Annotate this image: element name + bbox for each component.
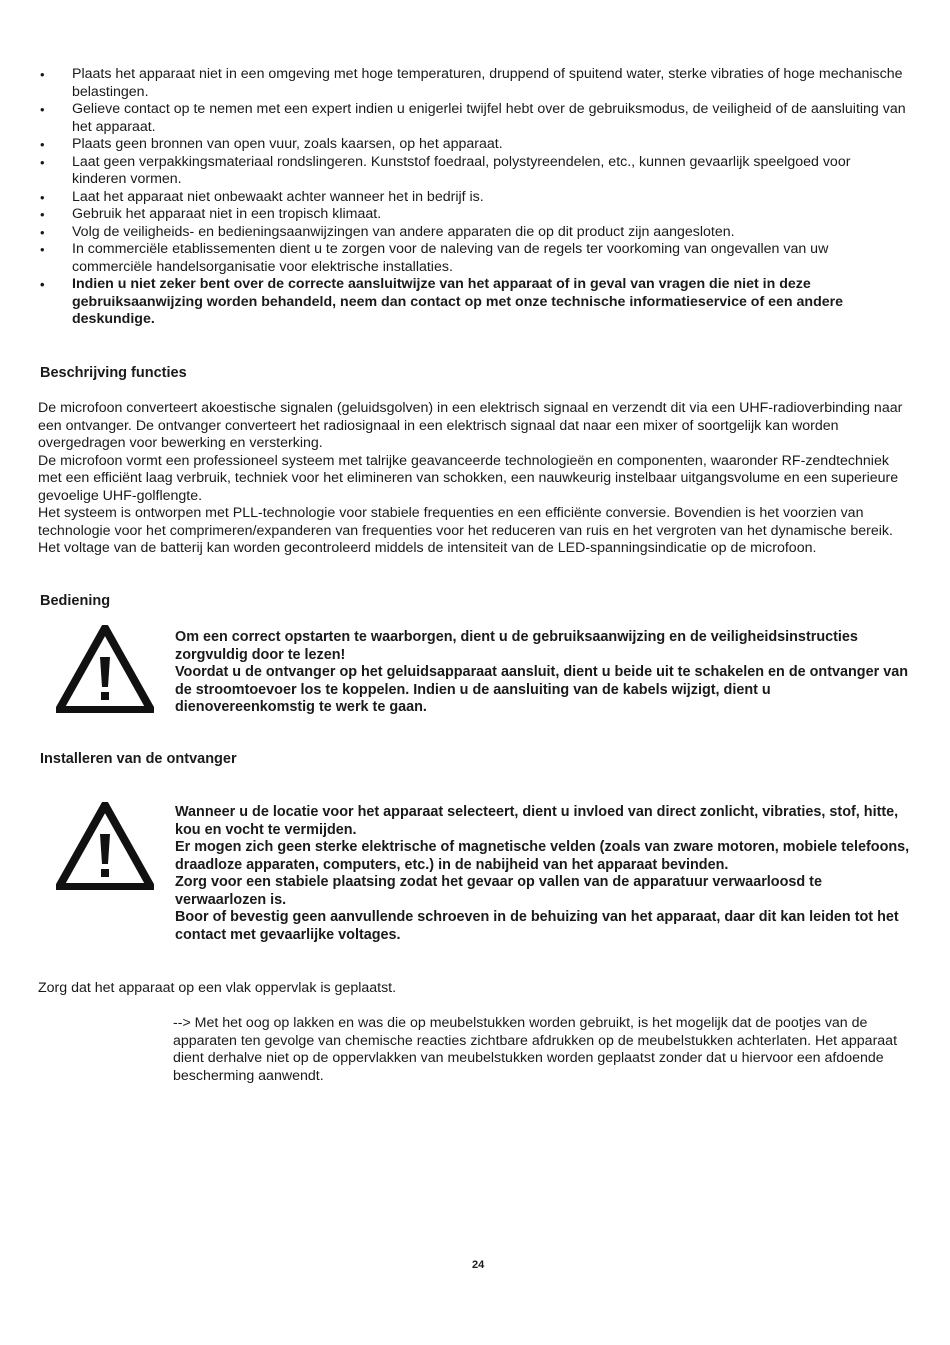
bullet-dot-icon: • [40,137,45,152]
furniture-note: --> Met het oog op lakken en was die op meubelstukken worden gebruikt, is het mogelijk dat de pootjes van de apparaten ten gevolge van chemische reacties zichtbare afdrukken op de meubelstukken achterlaten. Het apparaat dient derhalve niet op de oppervlakken van meubelstukken worden geplaatst zonder dat u hiervoor een afdoende bescherming aanwendt. [173,1015,898,1084]
warning-line: Voordat u de ontvanger op het geluidsapparaat aansluit, dient u beide uit te schakelen en de ontvanger van de stroomtoevoer los te koppelen. Indien u de aansluiting van de kabels wijzigt, dient u dienovereenkomstig te werk te gaan. [175,664,908,715]
operation-warning-text [175,629,910,717]
bullet-item [38,224,906,242]
section-heading-install: Installeren van de ontvanger [40,751,237,767]
warning-triangle-icon [56,802,154,890]
bullet-text: Laat geen verpakkingsmateriaal rondslingeren. Kunststof foedraal, polystyreendelen, etc., kunnen gevaarlijk speelgoed voor kinderen vormen. [72,153,851,187]
bullet-item [38,66,906,101]
bullet-text: Gelieve contact op te nemen met een expert indien u enigerlei twijfel hebt over de gebruiksmodus, de veiligheid of de aansluiting van het apparaat. [72,101,906,135]
bullet-text: In commerciële etablissementen dient u te zorgen voor de naleving van de regels ter voorkoming van ongevallen van uw commerciële handelsorganisatie voor elektrische installaties. [72,241,829,275]
bullet-dot-icon: • [40,67,45,82]
bullet-dot-icon: • [40,207,45,222]
bullet-dot-icon: • [40,242,45,257]
section-heading-operation: Bediening [40,593,111,609]
bullet-item [38,206,906,224]
paragraph: Het systeem is ontworpen met PLL-technologie voor stabiele frequenties en een efficiënte conversie. Bovendien is het voorzien van technologie voor het comprimeren/expanderen van frequenties voor het reduceren van ruis en het vergroten van het dynamische bereik. Het voltage van de batterij kan worden gecontroleerd middels de intensiteit van de LED-spanningsindicatie op de microfoon. [38,505,893,556]
bullet-dot-icon: • [40,154,45,170]
bullet-item [38,189,906,207]
warning-line: Wanneer u de locatie voor het apparaat selecteert, dient u invloed van direct zonlicht, vibraties, stof, hitte, kou en vocht te vermijden. [175,804,899,838]
bullet-dot-icon: • [40,189,45,205]
flat-surface-instruction: Zorg dat het apparaat op een vlak oppervlak is geplaatst. [38,980,397,996]
bullet-item [38,101,906,136]
bullet-dot-icon: • [40,277,45,292]
install-warning-text [175,804,910,944]
warning-line: Er mogen zich geen sterke elektrische of magnetische velden (zoals van zware motoren, mobiele telefoons, draadloze apparaten, computers, etc.) in de nabijheid van het apparaat bevinden. [175,839,910,873]
bullet-dot-icon: • [40,102,45,117]
bullet-item-important [38,276,906,329]
page-number: 24 [472,1259,485,1271]
bullet-dot-icon: • [40,224,45,240]
warning-triangle-icon [56,625,154,713]
section-heading-functions: Beschrijving functies [40,365,187,381]
bullet-text: Volg de veiligheids- en bedieningsaanwijzingen van andere apparaten die op dit product zijn aangesloten. [72,223,735,240]
bullet-item [38,136,906,154]
bullet-item [38,154,906,189]
warning-line: Om een correct opstarten te waarborgen, dient u de gebruiksaanwijzing en de veiligheidsinstructies zorgvuldig door te lezen! [175,629,858,663]
paragraph: De microfoon vormt een professioneel systeem met talrijke geavanceerde technologieën en componenten, waaronder RF-zendtechniek met een efficiënt laag verbruik, techniek voor het elimineren van schokken, een nauwkeurig instelbaar uitgangsvolume en een superieure gevoelige UHF-golflengte. [38,452,899,504]
bullet-text: Indien u niet zeker bent over de correcte aansluitwijze van het apparaat of in geval van vragen die niet in deze gebruiksaanwijzing worden behandeld, neem dan contact op met onze technische informatieservice of een andere deskundige. [72,276,844,327]
bullet-text: Plaats geen bronnen van open vuur, zoals kaarsen, op het apparaat. [72,136,503,152]
bullet-text: Plaats het apparaat niet in een omgeving met hoge temperaturen, druppend of spuitend water, sterke vibraties of hoge mechanische belastingen. [72,66,903,100]
safety-bullet-list [38,66,906,329]
bullet-text: Gebruik het apparaat niet in een tropisch klimaat. [72,206,382,222]
bullet-text: Laat het apparaat niet onbewaakt achter wanneer het in bedrijf is. [72,188,484,205]
warning-line: Boor of bevestig geen aanvullende schroeven in de behuizing van het apparaat, daar dit kan leiden tot het contact met gevaarlijke voltages. [175,909,899,943]
bullet-item [38,241,906,276]
warning-line: Zorg voor een stabiele plaatsing zodat het gevaar op vallen van de apparatuur verwaarloosd te verwaarlozen is. [175,874,822,908]
paragraph: De microfoon converteert akoestische signalen (geluidsgolven) in een elektrisch signaal en verzendt dit via een UHF-radioverbinding naar een ontvanger. De ontvanger converteert het radiosignaal in een elektrisch signaal dat naar een mixer of soortgelijk kan worden overgedragen voor bewerking en versterking. [38,400,903,451]
functions-description [38,400,908,558]
